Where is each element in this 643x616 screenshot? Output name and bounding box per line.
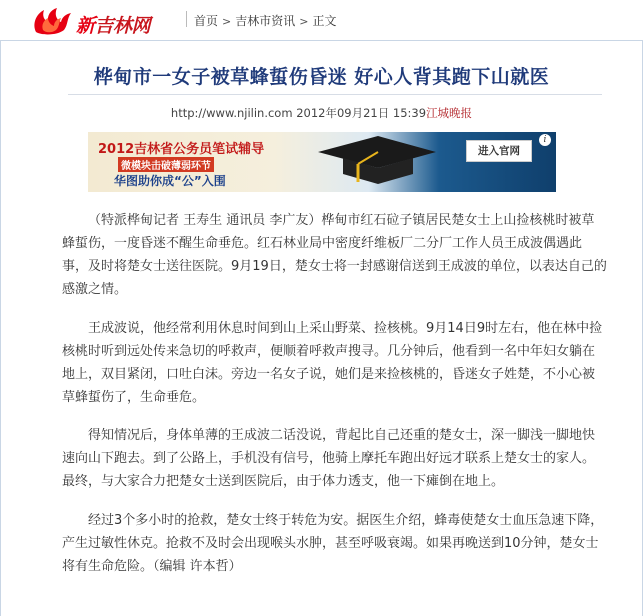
logo-flame-icon bbox=[30, 6, 76, 36]
logo-prefix: 新 bbox=[76, 15, 95, 37]
breadcrumb-category[interactable]: 吉林市资讯 bbox=[235, 14, 296, 28]
site-logo[interactable] bbox=[30, 6, 170, 36]
breadcrumb bbox=[194, 12, 336, 29]
breadcrumb-divider bbox=[186, 11, 187, 27]
title-divider bbox=[68, 94, 602, 95]
article-paragraph: 经过3个多小时的抢救，楚女士终于转危为安。据医生介绍，蜂毒使楚女士血压急速下降，产生过敏性休克。抢救不及时会出现喉头水肿，甚至呼吸衰竭。如果再晚送到10分钟，楚女士将有生命危险。（编辑 许本哲） bbox=[62, 513, 604, 574]
source-url: http://www.njilin.com bbox=[170, 106, 293, 120]
publish-date: 2012年09月21日 bbox=[296, 106, 390, 120]
ad-subline: 微模块击破薄弱环节 bbox=[118, 157, 214, 172]
site-header bbox=[0, 0, 643, 40]
ad-slogan: 华图助你成“公”入围 bbox=[114, 174, 226, 188]
ad-info-icon[interactable]: i bbox=[539, 134, 551, 146]
breadcrumb-current: 正文 bbox=[312, 14, 337, 28]
logo-text bbox=[76, 11, 150, 38]
breadcrumb-home[interactable]: 首页 bbox=[194, 14, 219, 28]
breadcrumb-separator: > bbox=[222, 15, 232, 28]
article-paragraph: 王成波说，他经常利用休息时间到山上采山野菜、捡核桃。9月14日9时左右，他在林中捡核桃时听到远处传来急切的呼救声，便顺着呼救声搜寻。几分钟后，他看到一名中年妇女躺在地上，双目紧闭，口吐白沫。旁边一名女子说，她们是来捡核桃的，昏迷女子姓楚，不小心被草蜂蜇伤了，生命垂危。 bbox=[62, 321, 603, 405]
ad-headline: 2012吉林省公务员笔试辅导 bbox=[98, 142, 265, 157]
ad-enter-button[interactable]: 进入官网 bbox=[466, 140, 532, 162]
ad-banner[interactable] bbox=[88, 132, 556, 192]
article-meta bbox=[0, 105, 643, 121]
breadcrumb-separator: > bbox=[299, 15, 309, 28]
publish-time: 15:39 bbox=[392, 106, 427, 120]
logo-main: 吉林网 bbox=[94, 15, 151, 37]
article-paragraph: 得知情况后，身体单薄的王成波二话没说，背起比自己还重的楚女士，深一脚浅一脚地快速向山下跑去。到了公路上，手机没有信号，他骑上摩托车跑出好远才联系上楚女士的家人。最终，与大家合力把楚女士送到医院后，由于体力透支，他一下瘫倒在地上。 bbox=[62, 428, 596, 489]
article-paragraph: （特派桦甸记者 王寿生 通讯员 李广友）桦甸市红石砬子镇居民楚女士上山捡核桃时被草蜂蜇伤，一度昏迷不醒生命垂危。红石林业局中密度纤维板厂二分厂工作人员王成波偶遇此事，及时将楚女士送往医院。9月19日，楚女士将一封感谢信送到王成波的单位，以表达自己的感激之情。 bbox=[62, 213, 607, 297]
graduation-cap-icon bbox=[298, 134, 438, 184]
article-title: 桦甸市一女子被草蜂蜇伤昏迷 好心人背其跑下山就医 bbox=[93, 66, 550, 88]
source-link[interactable]: 江城晚报 bbox=[426, 106, 473, 120]
